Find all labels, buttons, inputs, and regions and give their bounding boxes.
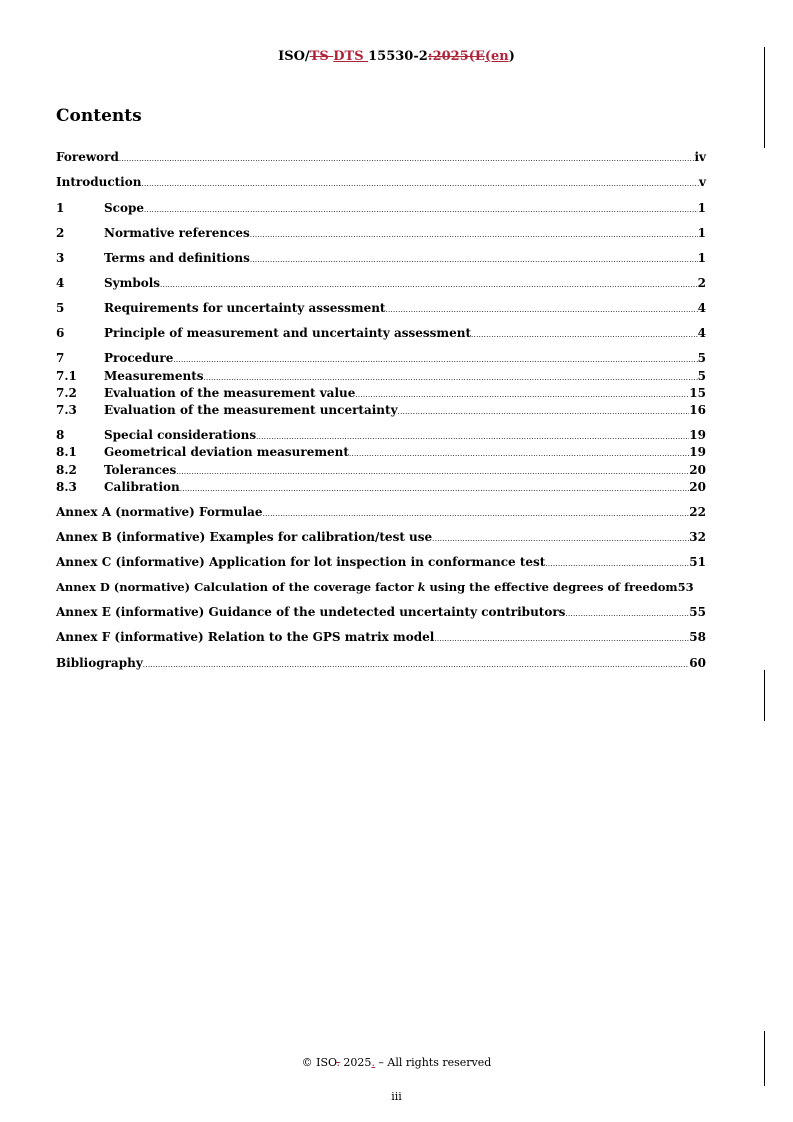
toc-clause-4[interactable] — [56, 274, 706, 292]
toc-number: 7.1 — [56, 369, 77, 383]
toc-annex-e[interactable] — [56, 603, 706, 621]
toc-title: Measurements — [104, 369, 204, 383]
toc-clause-8-2[interactable] — [56, 461, 706, 479]
toc-title: Introduction — [56, 175, 142, 189]
copyright-symbol-text: © ISO — [301, 1056, 337, 1069]
toc-annex-a[interactable] — [56, 503, 706, 521]
toc-clause-8-1[interactable] — [56, 443, 706, 461]
toc-page: 4 — [697, 326, 706, 340]
toc-page: 51 — [689, 555, 706, 569]
toc-leader — [143, 659, 690, 672]
toc-title: Evaluation of the measurement value — [104, 386, 356, 400]
toc-clause-7-1[interactable] — [56, 367, 706, 385]
toc-page: 16 — [689, 403, 706, 417]
toc-clause-7[interactable] — [56, 349, 706, 367]
toc-page: 20 — [689, 480, 706, 494]
toc-title: Geometrical deviation measurement — [104, 445, 349, 459]
header-number: 15530-2 — [368, 49, 428, 64]
toc-title: Annex B (informative) Examples for calibration/test use — [56, 530, 433, 544]
toc-page: 60 — [689, 656, 706, 670]
toc-leader — [173, 354, 697, 367]
toc-page: 19 — [689, 428, 706, 442]
toc-number: 6 — [56, 326, 65, 340]
toc-title: Annex C (informative) Application for lot inspection in conformance test — [56, 555, 546, 569]
toc-number: 1 — [56, 201, 65, 215]
toc-foreword[interactable] — [56, 148, 706, 166]
toc-title: Calibration — [104, 480, 180, 494]
toc-title: Principle of measurement and uncertainty assessment — [104, 326, 472, 340]
toc-title: Requirements for uncertainty assessment — [104, 301, 386, 315]
toc-leader — [565, 608, 689, 621]
header-deleted-ts: TS — [309, 49, 334, 64]
header-suffix: ) — [508, 49, 515, 64]
toc-number: 2 — [56, 226, 65, 240]
toc-page: 32 — [689, 530, 706, 544]
toc-title: Evaluation of the measurement uncertainty — [104, 403, 398, 417]
toc-clause-8[interactable] — [56, 426, 706, 444]
toc-title: Annex E (informative) Guidance of the undetected uncertainty contributors — [56, 605, 566, 619]
document-header — [0, 49, 793, 64]
toc-leader — [144, 204, 698, 217]
toc-number: 8.2 — [56, 463, 77, 477]
toc-leader — [398, 406, 690, 419]
toc-page: 53 — [677, 580, 694, 594]
toc-page: 20 — [689, 463, 706, 477]
toc-annex-d[interactable] — [56, 578, 706, 596]
page-number: iii — [391, 1090, 402, 1103]
toc-number: 8.3 — [56, 480, 77, 494]
toc-number: 5 — [56, 301, 65, 315]
header-inserted-dts: DTS — [333, 49, 369, 64]
toc-clause-7-2[interactable] — [56, 384, 706, 402]
toc-page: v — [699, 175, 706, 189]
toc-title: Foreword — [56, 150, 119, 164]
toc-page: 5 — [697, 369, 706, 383]
toc-page: iv — [694, 150, 706, 164]
toc-leader — [434, 633, 689, 646]
change-bar-middle — [764, 670, 765, 721]
toc-leader — [263, 508, 690, 521]
toc-leader — [385, 304, 697, 317]
toc-number: 7 — [56, 351, 65, 365]
footer-rights: – All rights reserved — [374, 1056, 492, 1069]
footer-deleted-dot: . — [336, 1056, 340, 1069]
toc-title: Normative references — [104, 226, 250, 240]
toc-title: Scope — [104, 201, 145, 215]
toc-page: 2 — [697, 276, 706, 290]
toc-page: 19 — [689, 445, 706, 459]
contents-title: Contents — [56, 106, 142, 126]
toc-clause-7-3[interactable] — [56, 401, 706, 419]
toc-leader — [250, 229, 698, 242]
toc-clause-5[interactable] — [56, 299, 706, 317]
toc-number: 4 — [56, 276, 65, 290]
header-inserted-lang: (en — [484, 49, 509, 64]
toc-number: 8 — [56, 428, 65, 442]
toc-page: 4 — [697, 301, 706, 315]
toc-title: Terms and definitions — [104, 251, 250, 265]
toc-title: Tolerances — [104, 463, 177, 477]
toc-page: 22 — [689, 505, 706, 519]
toc-page: 5 — [697, 351, 706, 365]
toc-leader — [119, 153, 695, 166]
footer-inserted-dot: . — [371, 1056, 375, 1069]
toc-title: Special considerations — [104, 428, 257, 442]
toc-leader — [160, 279, 698, 292]
toc-clause-3[interactable] — [56, 249, 706, 267]
toc-clause-8-3[interactable] — [56, 478, 706, 496]
toc-leader — [141, 178, 699, 191]
toc-page: 58 — [689, 630, 706, 644]
toc-leader — [545, 558, 689, 571]
toc-title: Procedure — [104, 351, 174, 365]
toc-number: 7.3 — [56, 403, 77, 417]
toc-leader — [250, 254, 698, 267]
toc-leader — [471, 329, 698, 342]
toc-leader — [432, 533, 689, 546]
toc-leader — [180, 483, 690, 496]
copyright-footer — [0, 1056, 793, 1069]
toc-title: Symbols — [104, 276, 161, 290]
header-deleted-year: :2025(E — [427, 49, 485, 64]
toc-number: 3 — [56, 251, 65, 265]
toc-number: 8.1 — [56, 445, 77, 459]
toc-page: 1 — [697, 251, 706, 265]
toc-page: 55 — [689, 605, 706, 619]
toc-clause-1[interactable] — [56, 199, 706, 217]
toc-title: Annex D (normative) Calculation of the coverage factor k using the effective degrees of freedom — [56, 580, 678, 594]
toc-annex-b[interactable] — [56, 528, 706, 546]
toc-number: 7.2 — [56, 386, 77, 400]
toc-page: 1 — [697, 201, 706, 215]
toc-annex-c[interactable] — [56, 553, 706, 571]
toc-title: Bibliography — [56, 656, 143, 670]
toc-introduction[interactable] — [56, 173, 706, 191]
toc-annex-f[interactable] — [56, 628, 706, 646]
footer-year: 2025 — [339, 1056, 372, 1069]
toc-leader — [349, 448, 689, 461]
toc-clause-6[interactable] — [56, 324, 706, 342]
toc-title: Annex A (normative) Formulae — [56, 505, 263, 519]
toc-title: Annex F (informative) Relation to the GPS matrix model — [56, 630, 435, 644]
toc-bibliography[interactable] — [56, 654, 706, 672]
toc-clause-2[interactable] — [56, 224, 706, 242]
toc-page: 1 — [697, 226, 706, 240]
header-prefix: ISO/ — [278, 49, 310, 64]
toc-page: 15 — [689, 386, 706, 400]
